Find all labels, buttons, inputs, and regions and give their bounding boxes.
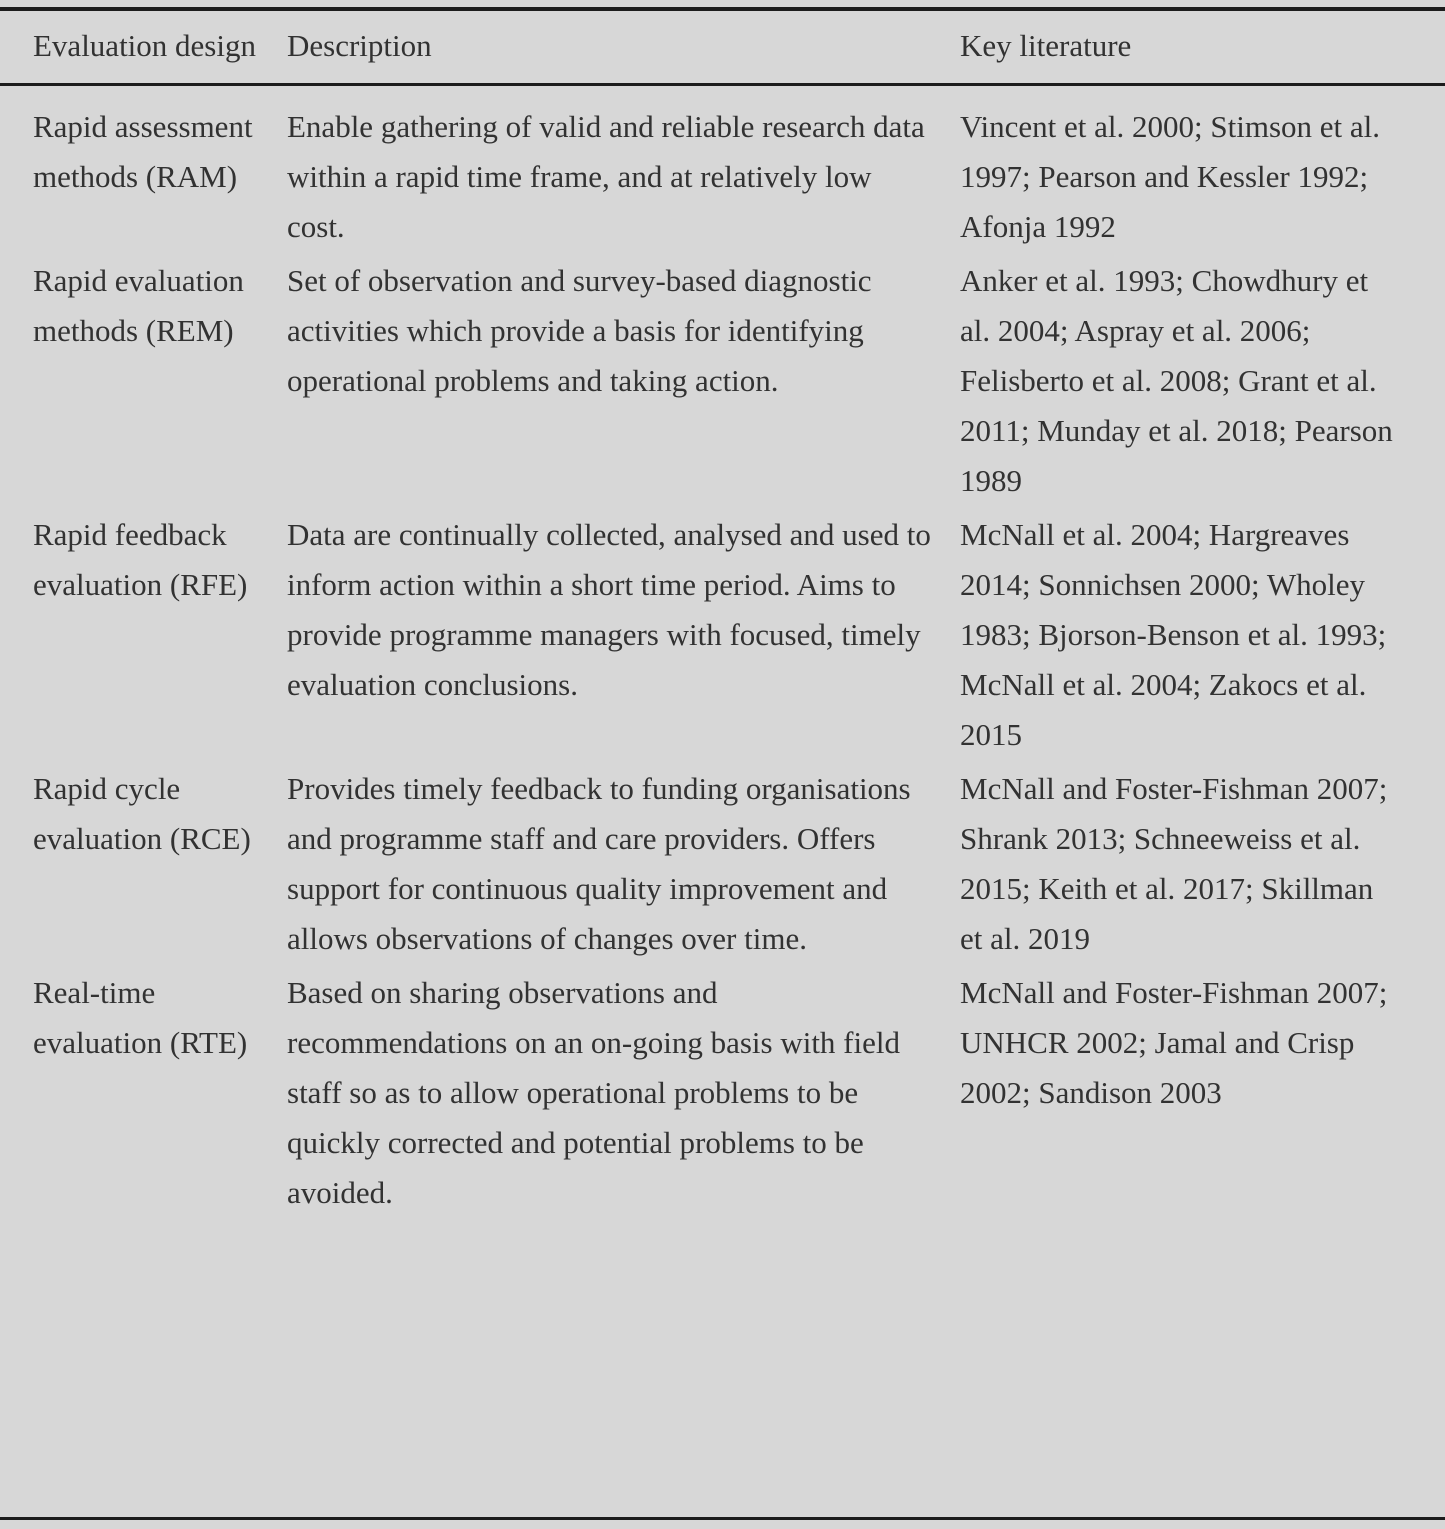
design-cell: Real-time evaluation (RTE)	[33, 975, 248, 1060]
table-row	[0, 764, 1445, 964]
column-header-evaluation-design: Evaluation design	[33, 28, 256, 63]
column-header-description: Description	[287, 28, 432, 63]
description-cell: Set of observation and survey-based diagnostic activities which provide a basis for identifying operational problems and taking action.	[287, 263, 872, 398]
literature-cell: McNall et al. 2004; Hargreaves 2014; Sonnichsen 2000; Wholey 1983; Bjorson-Benson et al. 1993; McNall et al. 2004; Zakocs et al. 2015	[960, 517, 1387, 752]
table-row	[0, 102, 1445, 252]
table-row	[0, 256, 1445, 506]
description-cell: Provides timely feedback to funding organisations and programme staff and care providers. Offers support for continuous quality improvement and allows observations of changes over time.	[287, 771, 911, 956]
design-cell: Rapid cycle evaluation (RCE)	[33, 771, 251, 856]
description-cell: Data are continually collected, analysed and used to inform action within a short time period. Aims to provide programme managers with focused, timely evaluation conclusions.	[287, 517, 931, 702]
design-cell: Rapid assessment methods (RAM)	[33, 109, 253, 194]
literature-cell: Vincent et al. 2000; Stimson et al. 1997; Pearson and Kessler 1992; Afonja 1992	[960, 109, 1381, 244]
design-cell: Rapid feedback evaluation (RFE)	[33, 517, 248, 602]
description-cell: Based on sharing observations and recommendations on an on-going basis with field staff so as to allow operational problems to be quickly corrected and potential problems to be avoided.	[287, 975, 900, 1210]
description-cell: Enable gathering of valid and reliable research data within a rapid time frame, and at relatively low cost.	[287, 109, 925, 244]
bottom-rule	[0, 1517, 1445, 1520]
table-body	[0, 86, 1445, 1517]
header-row	[0, 11, 1445, 83]
literature-cell: McNall and Foster-Fishman 2007; Shrank 2013; Schneeweiss et al. 2015; Keith et al. 2017; Skillman et al. 2019	[960, 771, 1388, 956]
table-row	[0, 968, 1445, 1218]
literature-cell: McNall and Foster-Fishman 2007; UNHCR 2002; Jamal and Crisp 2002; Sandison 2003	[960, 975, 1388, 1110]
table-row	[0, 510, 1445, 760]
design-cell: Rapid evaluation methods (REM)	[33, 263, 244, 348]
literature-cell: Anker et al. 1993; Chowdhury et al. 2004; Aspray et al. 2006; Felisberto et al. 2008; Grant et al. 2011; Munday et al. 2018; Pearson 1989	[960, 263, 1393, 498]
column-header-key-literature: Key literature	[960, 28, 1132, 63]
